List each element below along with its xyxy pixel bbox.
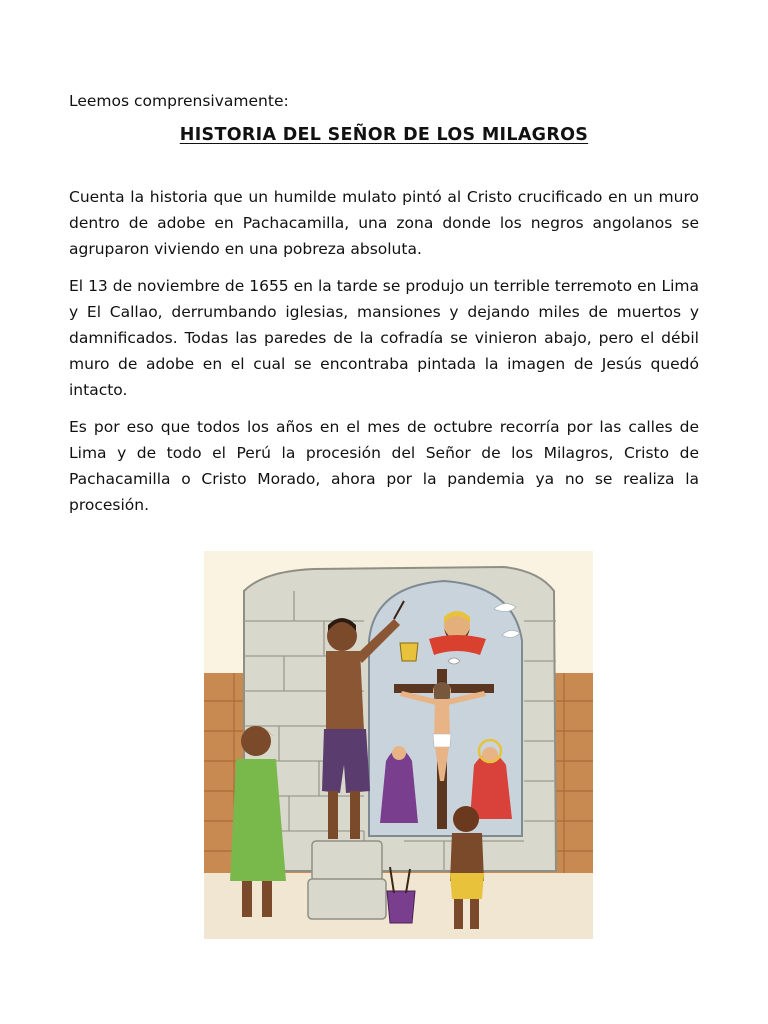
intro-text: Leemos comprensivamente: xyxy=(69,92,289,110)
stone-pedestal xyxy=(308,841,386,919)
christ-mural xyxy=(369,581,522,836)
paragraph-1: Cuenta la historia que un humilde mulato pintó al Cristo crucificado en un muro dentro de adobe en Pachacamilla, una zona donde los negros angolanos se agruparon viviendo en una pobreza absoluta. xyxy=(69,188,699,258)
paragraph-2: El 13 de noviembre de 1655 en la tarde se produjo un terrible terremoto en Lima y El Callao, derrumbando iglesias, mansiones y dejando miles de muertos y damnificados. Todas las paredes de la cofradía se vinieron abajo, pero el débil muro de adobe en el cual se encontraba pintada la imagen de Jesús quedó intacto. xyxy=(69,277,699,399)
story-body xyxy=(69,184,699,529)
story-illustration xyxy=(204,551,593,939)
paragraph-3: Es por eso que todos los años en el mes de octubre recorría por las calles de Lima y de todo el Perú la procesión del Señor de los Milagros, Cristo de Pachacamilla o Cristo Morado, ahora por la pandemia ya no se realiza la procesión. xyxy=(69,418,699,514)
page-title: HISTORIA DEL SEÑOR DE LOS MILAGROS xyxy=(179,125,589,145)
